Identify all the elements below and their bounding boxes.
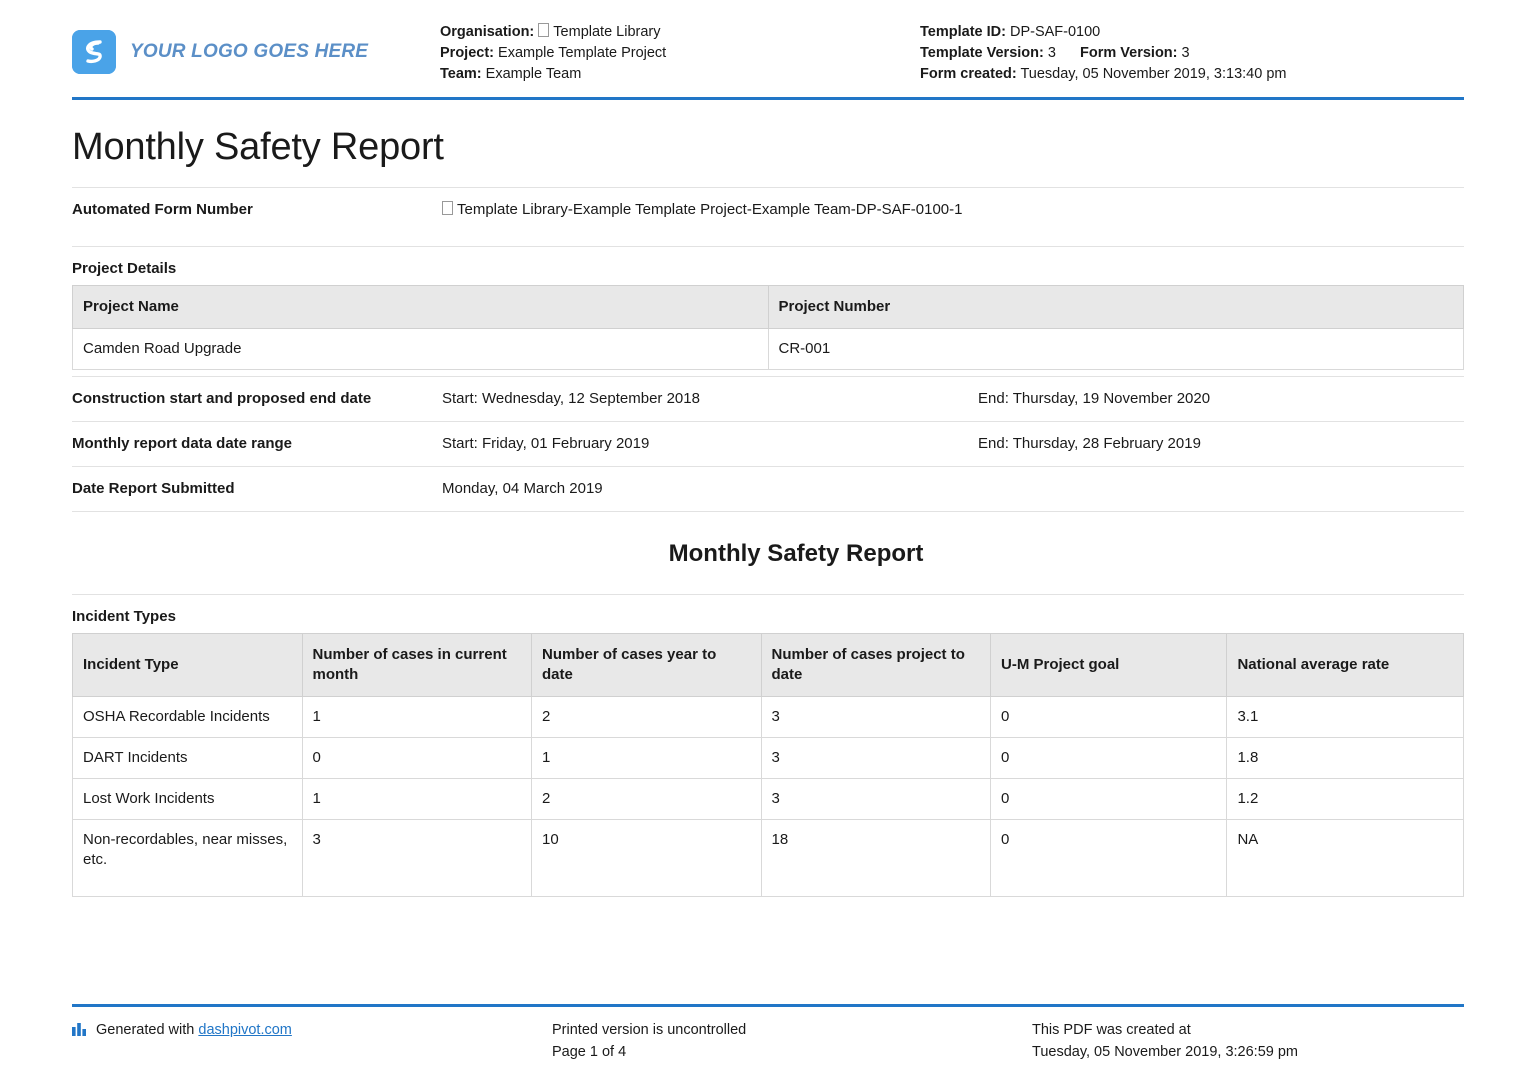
footer-page-number: Page 1 of 4	[552, 1044, 627, 1060]
construction-dates-label: Construction start and proposed end date	[72, 390, 372, 407]
column-cases-project-to-date: Number of cases project to date	[761, 634, 991, 697]
placeholder-glyph-icon	[538, 23, 549, 37]
cell-incident-type: Lost Work Incidents	[73, 779, 303, 820]
footer-created-label: This PDF was created at	[1032, 1022, 1191, 1038]
cell-cases-project-to-date: 3	[761, 697, 991, 738]
cell-um-project-goal: 0	[991, 697, 1227, 738]
column-incident-type: Incident Type	[73, 634, 303, 697]
cell-project-number: CR-001	[768, 329, 1464, 370]
header-project-row	[440, 43, 920, 64]
report-range-end-value: End: Thursday, 28 February 2019	[978, 435, 1201, 452]
project-label: Project:	[440, 45, 494, 61]
page-title: Monthly Safety Report	[72, 126, 444, 168]
table-row	[73, 738, 1464, 779]
table-row	[73, 820, 1464, 897]
cell-um-project-goal: 0	[991, 738, 1227, 779]
construction-end-value: End: Thursday, 19 November 2020	[978, 390, 1211, 407]
footer-generated-block	[72, 1019, 552, 1063]
placeholder-glyph-icon	[442, 201, 453, 215]
incident-types-label: Incident Types	[72, 608, 176, 625]
document-footer	[72, 1004, 1464, 1063]
bar-chart-icon	[72, 1019, 88, 1036]
cell-national-average-rate: 1.8	[1227, 738, 1464, 779]
automated-form-number-value-wrap	[442, 200, 1464, 220]
cell-cases-project-to-date: 18	[761, 820, 991, 897]
construction-dates-values	[442, 389, 1464, 409]
table-header-row	[73, 286, 1464, 329]
cell-cases-year-to-date: 2	[532, 779, 762, 820]
cell-national-average-rate: 3.1	[1227, 697, 1464, 738]
organisation-value: Template Library	[553, 24, 661, 40]
header-team-row	[440, 64, 920, 85]
logo-block	[72, 22, 440, 74]
column-project-name: Project Name	[73, 286, 769, 329]
cell-cases-current-month: 1	[302, 779, 532, 820]
table-row	[73, 779, 1464, 820]
automated-form-number-row	[72, 187, 1464, 232]
incident-types-table	[72, 633, 1464, 897]
report-range-row	[72, 421, 1464, 466]
report-range-start-value: Start: Friday, 01 February 2019	[442, 435, 650, 452]
section-divider-2	[72, 594, 1464, 595]
table-row	[73, 697, 1464, 738]
date-submitted-row	[72, 466, 1464, 511]
cell-cases-year-to-date: 10	[532, 820, 762, 897]
cell-national-average-rate: NA	[1227, 820, 1464, 897]
cell-project-name: Camden Road Upgrade	[73, 329, 769, 370]
cell-um-project-goal: 0	[991, 820, 1227, 897]
table-header-row	[73, 634, 1464, 697]
footer-middle-block	[552, 1019, 1032, 1063]
template-id-label: Template ID:	[920, 24, 1006, 40]
column-um-project-goal: U-M Project goal	[991, 634, 1227, 697]
report-range-label: Monthly report data date range	[72, 435, 293, 452]
project-value: Example Template Project	[498, 45, 667, 61]
cell-cases-year-to-date: 2	[532, 697, 762, 738]
company-logo-icon	[72, 30, 116, 74]
dashpivot-link[interactable]: dashpivot.com	[198, 1022, 292, 1038]
project-details-label: Project Details	[72, 246, 1464, 277]
team-label: Team:	[440, 66, 482, 82]
form-version-label: Form Version:	[1080, 45, 1178, 61]
header-template-id-row	[920, 22, 1464, 43]
template-id-value: DP-SAF-0100	[1009, 24, 1101, 40]
logo-text: YOUR LOGO GOES HERE	[130, 41, 369, 62]
footer-generated-text	[96, 1019, 292, 1041]
footer-created-block	[1032, 1019, 1464, 1063]
section-divider	[72, 511, 1464, 512]
form-created-label: Form created:	[920, 66, 1017, 82]
header-form-created-row	[920, 64, 1464, 85]
column-national-average-rate: National average rate	[1227, 634, 1464, 697]
form-created-value: Tuesday, 05 November 2019, 3:13:40 pm	[1020, 66, 1287, 82]
cell-cases-current-month: 1	[302, 697, 532, 738]
footer-generated-prefix: Generated with	[96, 1022, 199, 1038]
cell-cases-project-to-date: 3	[761, 779, 991, 820]
column-cases-current-month: Number of cases in current month	[302, 634, 532, 697]
header-version-row	[920, 43, 1464, 64]
section-heading: Monthly Safety Report	[668, 540, 924, 567]
form-version-value: 3	[1181, 45, 1190, 61]
table-row	[73, 329, 1464, 370]
construction-dates-row	[72, 376, 1464, 421]
report-range-values	[442, 434, 1464, 454]
organisation-label: Organisation:	[440, 24, 535, 40]
cell-cases-project-to-date: 3	[761, 738, 991, 779]
automated-form-number-value: Template Library-Example Template Project-Example Team-DP-SAF-0100-1	[457, 201, 963, 218]
header-org-column	[440, 22, 920, 85]
cell-incident-type: Non-recordables, near misses, etc.	[73, 820, 303, 897]
column-cases-year-to-date: Number of cases year to date	[532, 634, 762, 697]
footer-uncontrolled-text: Printed version is uncontrolled	[552, 1022, 747, 1038]
cell-national-average-rate: 1.2	[1227, 779, 1464, 820]
cell-incident-type: OSHA Recordable Incidents	[73, 697, 303, 738]
date-submitted-value: Monday, 04 March 2019	[442, 480, 603, 497]
automated-form-number-label: Automated Form Number	[72, 201, 253, 218]
cell-incident-type: DART Incidents	[73, 738, 303, 779]
cell-um-project-goal: 0	[991, 779, 1227, 820]
template-version-label: Template Version:	[920, 45, 1044, 61]
date-submitted-label: Date Report Submitted	[72, 480, 235, 497]
footer-created-timestamp: Tuesday, 05 November 2019, 3:26:59 pm	[1032, 1044, 1298, 1060]
team-value: Example Team	[485, 66, 582, 82]
document-header	[72, 0, 1464, 100]
cell-cases-year-to-date: 1	[532, 738, 762, 779]
cell-cases-current-month: 3	[302, 820, 532, 897]
cell-cases-current-month: 0	[302, 738, 532, 779]
column-project-number: Project Number	[768, 286, 1464, 329]
template-version-value: 3	[1047, 45, 1056, 61]
header-template-column	[920, 22, 1464, 85]
construction-start-value: Start: Wednesday, 12 September 2018	[442, 390, 700, 407]
header-organisation-row	[440, 22, 920, 43]
project-details-table	[72, 285, 1464, 370]
